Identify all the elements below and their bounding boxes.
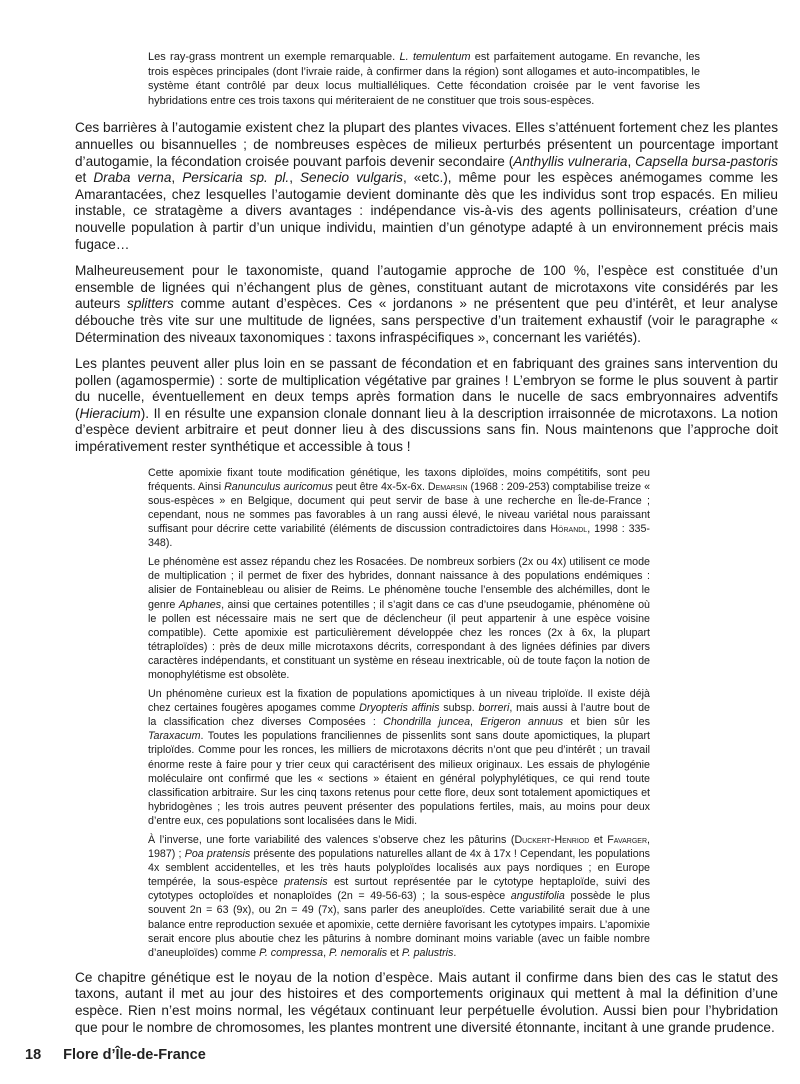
text-run: Ce chapitre génétique est le noyau de la notion d’espèce. Mais autant il confirme dans bien des cas le statut des taxons, autant il met au jour des histoires et des comportements originaux qui mettent à mal la définition d’une espèce. Rien n’est moins normal, les végétaux continuant leur perpétuelle évolution. Aussi bien pour l’hybridation que pour le nombre de chromosomes, les plantes montrent une diversité étonnante, incitant à une grande prudence. [75,969,778,1035]
text-run: présente des populations naturelles allant de 4x à 17x ! Cependant, les populations 4x semblent accidentelles, et les très hauts polyploïdes localisés aux pays nordiques ; en Europe tempérée, la sous-espèce [148,848,650,889]
text-run: , mais aussi à l’autre bout de la classification chez diverses Composées : [148,702,651,729]
sidebar-note [148,50,700,108]
italic-term: pratensis [284,876,328,889]
text-run: et bien sûr les [563,716,650,729]
italic-term: Poa pratensis [184,848,251,861]
italic-term: Dryopteris affinis [359,702,440,715]
text-run: ). Il en résulte une expansion clonale donnant lieu à la description irraisonnée de microtaxons. La notion d’espèce devient arbitraire et peut donner lieu à des discussions sans fin. Nous maintenons que l’approche doit impérativement rester synthétique et accessible à tous ! [75,405,778,455]
text-run: peut être 4x-5x-6x. [332,480,428,493]
italic-term: Anthyllis vulneraria [513,153,628,169]
text-run: Les ray-grass montrent un exemple remarquable. [148,51,400,63]
text-run: est surtout représentée par le cytotype heptaploïde, suivi des cytotypes octoploïdes et nonaploïdes (2n = 49-56-63) ; la sous-espèce [148,876,650,903]
text-run: Malheureusement pour le taxonomiste, quand l’autogamie approche de 100 %, l’espèce est constituée d’un ensemble de lignées qui n’échangent plus de gènes, constituant autant de microtaxons vite considérés par les auteurs [75,263,778,312]
italic-term: Senecio vulgaris [299,170,403,186]
author-name: Demarsin [427,480,468,493]
text-run: Cette apomixie fixant toute modification génétique, les taxons diploïdes, moins compétitifs, sont peu fréquents. Ainsi [148,466,650,493]
italic-term: L. temulentum [399,51,471,63]
italic-term: angustifolia [510,890,565,903]
paragraph [148,466,650,551]
text-run: , «etc.), même pour les espèces anémogames comme les Amarantacées, chez lesquelles l’autogamie devient dominante dès que les individus sont trop espacés. En milieu instable, ce stratagème a divers avantages : indépendance vis-à-vis des agents pollinisateurs, création d’une nouvelle population à partir d’un unique individu, maintien d’un génotype adapté à un environnement précis mais fugace… [75,170,778,252]
text-run: (1968 : 209-253) comptabilise treize « sous-espèces » en Belgique, document qui peut servir de base à une recherche en Île-de-France ; cependant, nous ne sommes pas favorables à un rang aussi élevé, le niveau variétal nous paraissant suffisant pour décrire cette variabilité (éléments de discussion contradictoires dans [148,480,651,536]
italic-term: Aphanes [178,598,222,611]
text-run: et [589,834,608,846]
paragraph [75,970,778,1036]
text-run: , [470,716,481,729]
text-run: , 1987) ; [148,834,650,861]
paragraph [148,555,650,682]
text-run: Le phénomène est assez répandu chez les Rosacées. De nombreux sorbiers (2x ou 4x) utilisent ce mode de multiplication ; il permet de fixer des hybrides, donnant naissance à des populations endémiques : alisier de Fontainebleau ou alisier de Reims. Le phénomène touche l’ensemble des alchémilles, dont le genre [148,556,650,611]
text-run: , 1998 : 335-348). [148,523,650,550]
text-run: . Toutes les populations franciliennes de pissenlits sont sans doute apomictiques, la plupart triploïdes. Comme pour les ronces, les milliers de microtaxons décrits n’ont que peu d’intérêt ; un travail énorme reste à faire pour y trier ceux qui caractérisent des milieux originaux. Les essais de phylogénie moléculaire ont confirmé que les « sections » étaient en général polyphylétiques, ce qui rend toute classification arbitraire. Sur les cinq taxons retenus pour cette flore, deux sont totalement apomictiques et hybridogènes ; les trois autres peuvent présenter des populations fertiles, mais, au moins pour deux d’entre eux, ces populations sont localisées dans le Midi. [148,730,650,827]
text-run: Les plantes peuvent aller plus loin en se passant de fécondation et en fabriquant des graines sans intervention du pollen (agamospermie) : sorte de multiplication végétative par graines ! L’embryon se forme le plus souvent à partir du nucelle, éventuellement en deux temps après formation dans le nucelle de sacs embryonnaires adventifs ( [75,356,778,421]
text-run: subsp. [439,702,479,715]
text-run: , [171,170,183,186]
text-run: . [453,946,457,959]
author-name: Duckert-Henriod [514,834,590,846]
page-footer [25,1046,800,1064]
page-number: 18 [25,1047,42,1064]
italic-term: splitters [127,296,174,312]
paragraph [75,263,778,346]
text-run: et [75,170,94,186]
italic-term: P. nemoralis [329,946,388,959]
text-run: , [627,153,636,169]
author-name: Favarger [607,834,648,846]
italic-term: Taraxacum [148,730,201,743]
paragraph [148,687,650,828]
italic-term: P. compressa [259,946,324,959]
text-run: Un phénomène curieux est la fixation de populations apomictiques à un niveau triploïde. Il existe déjà chez certaines fougères apogames comme [148,688,650,715]
italic-term: Ranunculus auricomus [224,480,333,493]
text-run: Ces barrières à l’autogamie existent chez la plupart des plantes vivaces. Elles s’atténuent fortement chez les plantes annuelles ou bisannuelles ; de nombreuses espèces de milieux perturbés présentent un pourcentage important d’autogamie, la fécondation croisée pouvant parfois devenir secondaire ( [75,120,778,169]
italic-term: Chondrilla juncea [383,716,471,729]
italic-term: borreri [478,702,510,715]
text-run: , [289,170,300,186]
text-run: est parfaitement autogame. En revanche, les trois espèces principales (dont l’ivraie raide, à confirmer dans la région) sont allogames et auto-incompatibles, le système étant contrôlé par deux locus multialléliques. Cette fécondation croisée par le vent favorise les hybridations entre ces trois taxons qui mériteraient de ne constituer que trois sous-espèces. [148,51,701,107]
paragraph [148,833,650,960]
book-title: Flore d’Île-de-France [63,1047,206,1064]
italic-term: Capsella bursa-pastoris [635,153,778,169]
text-run: et [387,946,402,959]
text-run: À l’inverse, une forte variabilité des valences s’observe chez les pâturins ( [148,834,515,846]
text-run: comme autant d’espèces. Ces « jordanons » ne présentent que peu d’intérêt, et leur analyse débouche très vite sur une multitude de lignées, sans perspective d’un traitement exhaustif (voir le paragraphe « Détermination des niveaux taxonomiques : taxons infraspécifiques », concernant les variétés). [75,296,778,345]
italic-term: Draba verna [93,170,172,186]
conclusion-text [75,970,778,1036]
paragraph [148,50,700,108]
italic-term: P. palustris [401,946,454,959]
text-run: , ainsi que certaines potentilles ; il s’agit dans ce cas d’une pseudogamie, phénomène où le pollen est nécessaire mais ne sert que de déclencheur (il peut appartenir à une espèce voisine compatible). Cette apomixie est particulièrement développée chez les ronces (2x à 6x, la plupart tétraploïdes) : près de deux mille microtaxons décrits, correspondant à des lignées définies par divers caractères indépendants, et constituant un système en réseau inextricable, où de toute façon la notion de monophylétisme est obsolète. [148,598,650,681]
italic-term: Persicaria sp. pl. [182,170,290,186]
paragraph [75,356,778,456]
italic-term: Erigeron annuus [480,716,564,729]
text-run: possède le plus souvent 2n = 63 (9x), ou 2n = 49 (7x), sans parler des aneuploïdes. Cette variabilité serait due à une balance entre reproduction sexuée et apomixie, cette dernière favorisant les cytotypes impairs. L’apomixie serait encore plus aboutie chez les pâturins à nombre dominant moins variable (avec un faible nombre d’aneuploïdes) comme [148,890,650,959]
italic-term: Hieracium [79,405,141,421]
apomixis-notes [148,466,650,960]
main-text [75,120,778,455]
author-name: Hörandl [550,523,588,536]
text-run: , [323,946,330,959]
paragraph [75,120,778,253]
